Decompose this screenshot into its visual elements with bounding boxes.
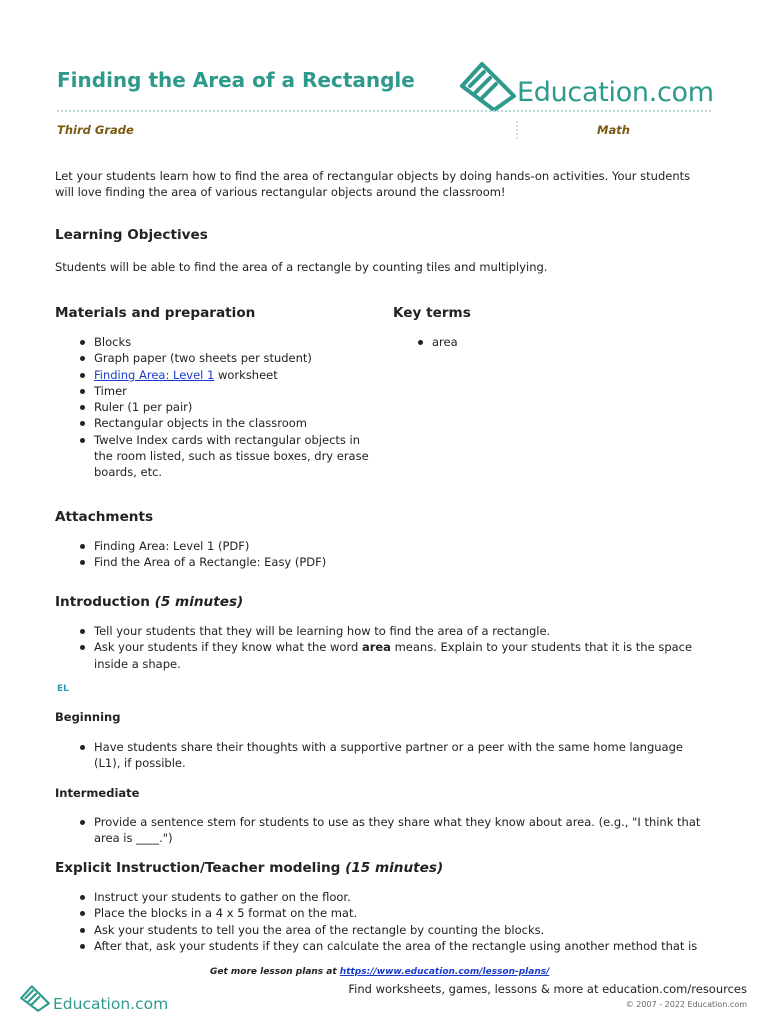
- page-title: Finding the Area of a Rectangle: [57, 68, 415, 92]
- materials-heading: Materials and preparation: [55, 305, 256, 321]
- intermediate-list: [77, 814, 727, 847]
- footer-promo: Get more lesson plans at https://www.education.com/lesson-plans/: [210, 967, 550, 977]
- grade-label: Third Grade: [57, 123, 134, 137]
- list-item: Provide a sentence stem for students to use as they share what they know about area. (e.g., "I think that area is ____."): [77, 814, 727, 847]
- lesson-plans-link[interactable]: https://www.education.com/lesson-plans/: [339, 967, 550, 977]
- attachment-item[interactable]: Finding Area: Level 1 (PDF): [77, 538, 326, 554]
- list-item: Have students share their thoughts with a supportive partner or a peer with the same home language (L1), if possible.: [77, 739, 727, 772]
- intro-paragraph: Let your students learn how to find the area of rectangular objects by doing hands-on activities. Your students will love finding the area of various rectangular objects around the classroom!: [55, 169, 691, 200]
- intermediate-heading: Intermediate: [55, 786, 140, 800]
- list-item: Ask your students to tell you the area of the rectangle by counting the blocks.: [77, 922, 727, 938]
- materials-list: [77, 334, 387, 481]
- attachments-list: [77, 538, 326, 571]
- worksheet-link[interactable]: Finding Area: Level 1: [94, 367, 215, 382]
- introduction-list: [77, 623, 727, 672]
- attachments-heading: Attachments: [55, 509, 154, 525]
- list-item: Ask your students if they know what the word area means. Explain to your students that it is the space inside a shape.: [77, 639, 727, 672]
- list-item: After that, ask your students if they can calculate the area of the rectangle using another method that is: [77, 938, 727, 954]
- header-divider: [57, 110, 711, 112]
- list-item: Timer: [77, 383, 387, 399]
- learning-objectives-text: Students will be able to find the area of a rectangle by counting tiles and multiplying.: [55, 260, 548, 274]
- list-item: Tell your students that they will be learning how to find the area of a rectangle.: [77, 623, 727, 639]
- list-item: Finding Area: Level 1 worksheet: [77, 367, 387, 383]
- beginning-list: [77, 739, 727, 772]
- introduction-heading: Introduction (5 minutes): [55, 594, 244, 610]
- education-logo-icon: [18, 982, 52, 1012]
- el-label: EL: [57, 684, 69, 694]
- beginning-heading: Beginning: [55, 710, 121, 724]
- footer-logo[interactable]: [18, 982, 168, 1014]
- list-item: Ruler (1 per pair): [77, 399, 387, 415]
- list-item: Blocks: [77, 334, 387, 350]
- learning-objectives-heading: Learning Objectives: [55, 227, 208, 243]
- list-item: area: [415, 334, 458, 350]
- education-logo-text: Education.com: [517, 77, 714, 108]
- list-item: Twelve Index cards with rectangular objects in the room listed, such as tissue boxes, dry erase boards, etc.: [77, 432, 387, 481]
- meta-divider: [516, 121, 518, 139]
- explicit-instruction-heading: Explicit Instruction/Teacher modeling (15 minutes): [55, 860, 444, 876]
- list-item: Graph paper (two sheets per student): [77, 350, 387, 366]
- footer-logo-text: Education.com: [53, 995, 169, 1013]
- key-terms-heading: Key terms: [393, 305, 471, 321]
- footer-tagline: Find worksheets, games, lessons & more at education.com/resources: [348, 982, 747, 996]
- education-logo-icon: [456, 56, 520, 112]
- explicit-instruction-list: [77, 889, 727, 954]
- attachment-item[interactable]: Find the Area of a Rectangle: Easy (PDF): [77, 554, 326, 570]
- list-item: Instruct your students to gather on the floor.: [77, 889, 727, 905]
- subject-label: Math: [597, 123, 630, 137]
- footer-copyright: © 2007 - 2022 Education.com: [625, 1000, 747, 1009]
- education-logo[interactable]: [456, 56, 716, 112]
- list-item: Rectangular objects in the classroom: [77, 415, 387, 431]
- key-terms-list: [415, 334, 458, 350]
- list-item: Place the blocks in a 4 x 5 format on the mat.: [77, 905, 727, 921]
